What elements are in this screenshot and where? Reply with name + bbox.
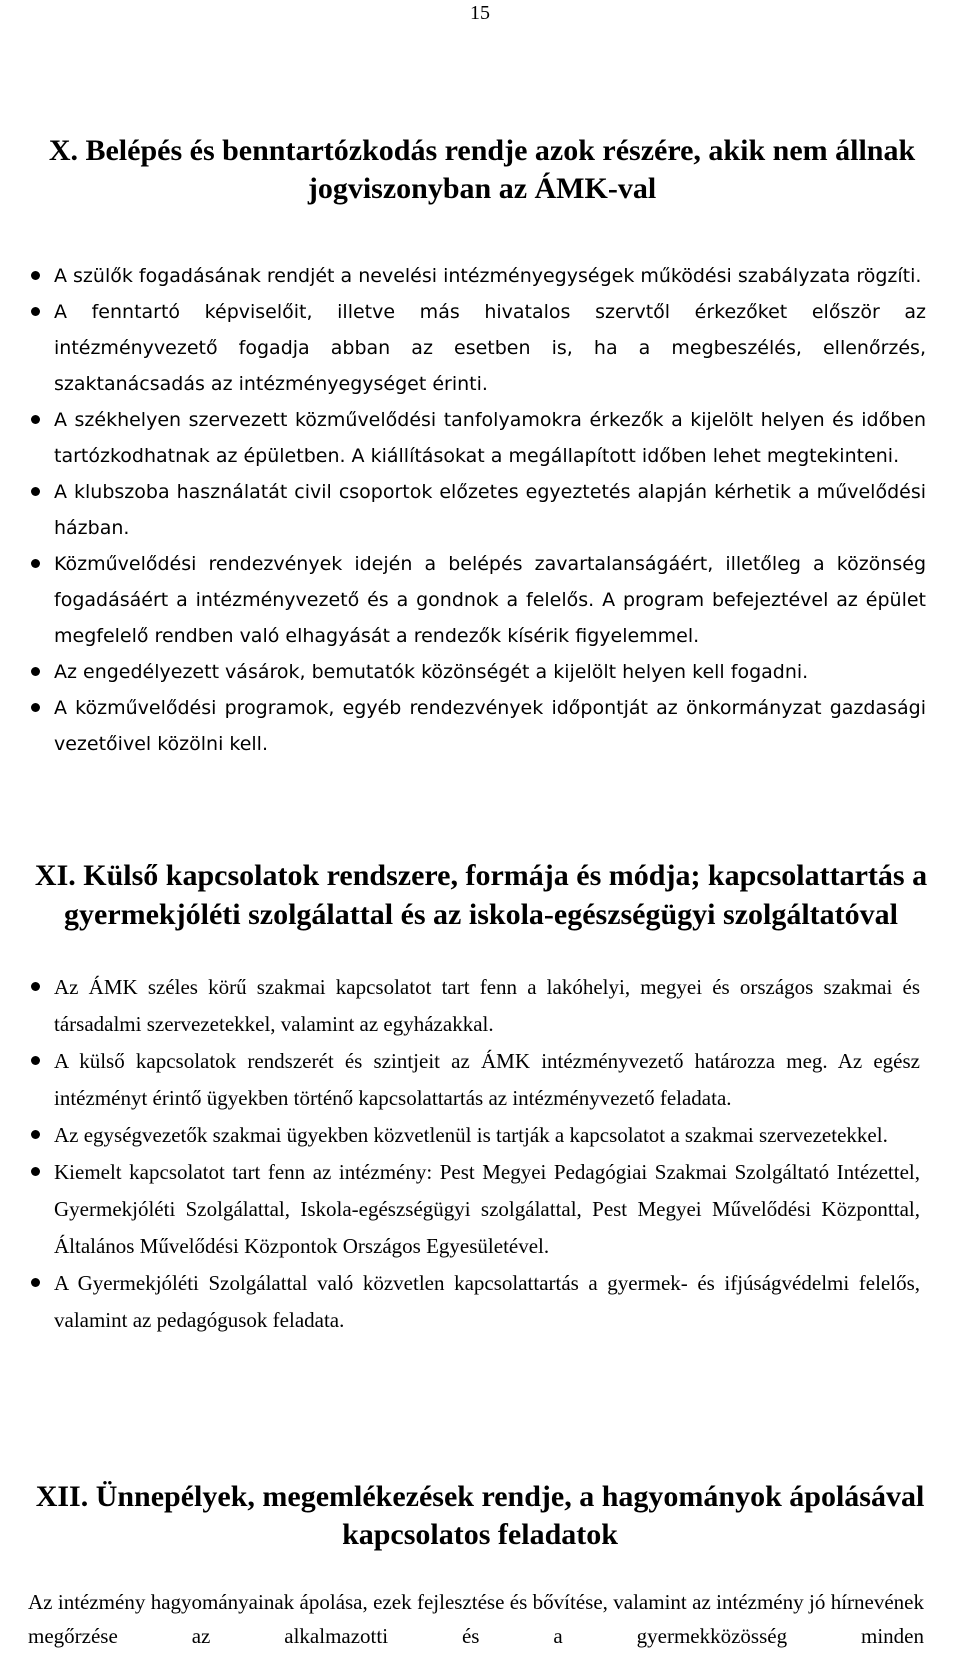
section-x-list [28,258,926,762]
bullet-icon [31,271,40,280]
bullet-icon [31,667,40,676]
list-item [28,1043,920,1117]
bullet-icon [31,703,40,712]
list-item [28,294,926,402]
list-item-text: Az engedélyezett vásárok, bemutatók közönségét a kijelölt helyen kell fogadni. [54,661,809,683]
list-item-text: A külső kapcsolatok rendszerét és szintjeit az ÁMK intézményvezető határozza meg. Az egész intézményt érintő ügyekben történő kapcsolattartás az intézményvezető feladata. [54,1049,920,1110]
list-item [28,1154,920,1265]
page-number: 15 [470,2,490,24]
list-item-text: Az egységvezetők szakmai ügyekben közvetlenül is tartják a kapcsolatot a szakmai szervezetekkel. [54,1123,888,1147]
section-xi-list [28,969,920,1339]
bullet-icon [31,1130,40,1139]
list-item [28,690,926,762]
bullet-icon [31,1278,40,1287]
bullet-icon [31,487,40,496]
bullet-icon [31,415,40,424]
list-item [28,654,926,690]
list-item-text: Kiemelt kapcsolatot tart fenn az intézmény: Pest Megyei Pedagógiai Szakmai Szolgáltató Intézettel, Gyermekjóléti Szolgálattal, Iskola-egészségügyi szolgálattal, Pest Megyei Művelődési Központtal, Általános Művelődési Központok Országos Egyesületével. [54,1160,920,1258]
section-x-heading [22,132,942,208]
list-item [28,402,926,474]
section-xii-paragraph: Az intézmény hagyományainak ápolása, ezek fejlesztése és bővítése, valamint az intézmény jó hírnevének megőrzése az alkalmazotti és a gyermekközösség minden [28,1590,924,1648]
list-item [28,1265,920,1339]
list-item-text: A fenntartó képviselőit, illetve más hivatalos szervtől érkezőket először az intézményvezető fogadja abban az esetben is, ha a megbeszélés, ellenőrzés, szaktanácsadás az intézményegységet érinti. [54,301,926,395]
section-xii-heading-line2: kapcsolatos feladatok [342,1518,618,1551]
section-xi-heading-line2: gyermekjóléti szolgálattal és az iskola-egészségügyi szolgáltatóval [64,898,898,931]
bullet-icon [31,1167,40,1176]
bullet-icon [31,307,40,316]
list-item-text: A székhelyen szervezett közművelődési tanfolyamokra érkezők a kijelölt helyen és időben tartózkodhatnak az épületben. A kiállításokat a megállapított időben lehet megtekinteni. [54,409,926,467]
list-item [28,1117,920,1154]
section-xii-heading [10,1478,950,1554]
bullet-icon [31,982,40,991]
list-item-text: A klubszoba használatát civil csoportok előzetes egyeztetés alapján kérhetik a művelődési házban. [54,481,926,539]
section-xi-heading-line1: XI. Külső kapcsolatok rendszere, formája és módja; kapcsolattartás a [34,859,928,892]
list-item-text: Közművelődési rendezvények idején a belépés zavartalanságáért, illetőleg a közönség fogadásáért a intézményvezető és a gondnok a felelős. A program befejeztével az épület megfelelő rendben való elhagyását a rendezők kísérik figyelemmel. [54,553,926,647]
section-x-heading-line1: X. Belépés és benntartózkodás rendje azok részére, akik nem állnak [48,134,916,167]
section-x-heading-line2: jogviszonyban az ÁMK-val [307,172,657,205]
list-item [28,258,926,294]
section-xi-heading [14,856,948,934]
list-item [28,969,920,1043]
list-item-text: Az ÁMK széles körű szakmai kapcsolatot tart fenn a lakóhelyi, megyei és országos szakmai és társadalmi szervezetekkel, valamint az egyházakkal. [54,975,920,1036]
section-xii-heading-line1: XII. Ünnepélyek, megemlékezések rendje, a hagyományok ápolásával [35,1480,925,1513]
list-item [28,546,926,654]
list-item-text: A szülők fogadásának rendjét a nevelési intézményegységek működési szabályzata rögzíti. [54,265,922,287]
bullet-icon [31,1056,40,1065]
list-item [28,474,926,546]
bullet-icon [31,559,40,568]
list-item-text: A Gyermekjóléti Szolgálattal való közvetlen kapcsolattartás a gyermek- és ifjúságvédelmi felelős, valamint az pedagógusok feladata. [54,1271,920,1332]
list-item-text: A közművelődési programok, egyéb rendezvények időpontját az önkormányzat gazdasági vezetőivel közölni kell. [54,697,926,755]
